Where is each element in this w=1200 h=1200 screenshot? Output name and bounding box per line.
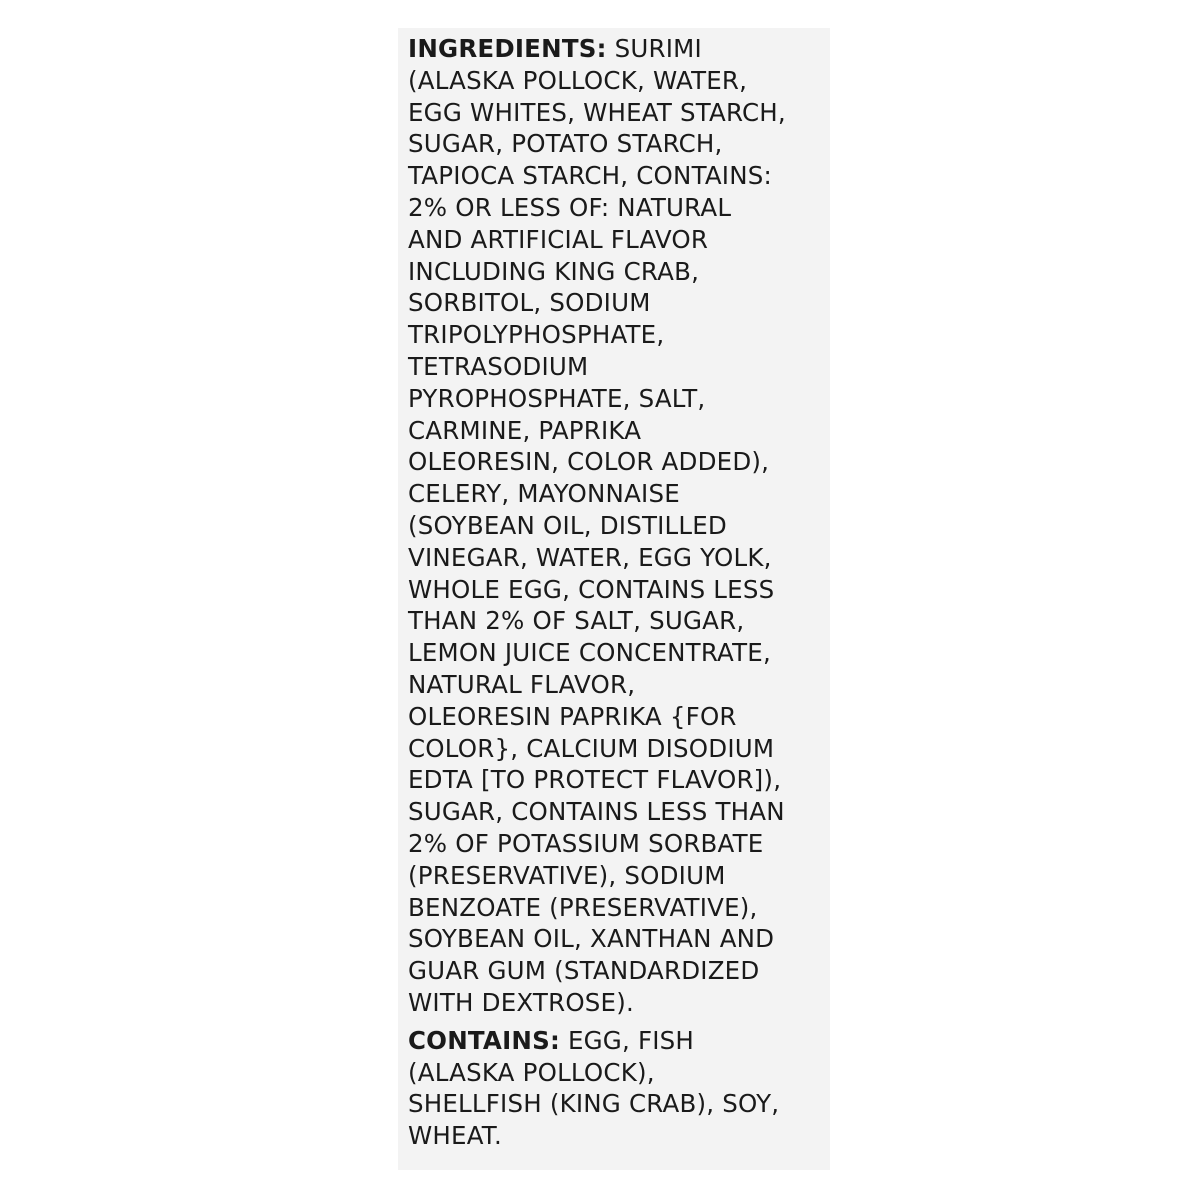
contains-line: (ALASKA POLLOCK), — [408, 1057, 655, 1087]
ingredients-line-first — [408, 33, 824, 65]
ingredients-line: CARMINE, PAPRIKA — [408, 415, 642, 445]
ingredients-line: WITH DEXTROSE). — [408, 987, 634, 1017]
ingredients-line: BENZOATE (PRESERVATIVE), — [408, 892, 758, 922]
ingredients-line: AND ARTIFICIAL FLAVOR — [408, 224, 709, 254]
ingredients-line: 2% OR LESS OF: NATURAL — [408, 192, 732, 222]
ingredient-label-text — [408, 33, 824, 1152]
ingredients-line: SORBITOL, SODIUM — [408, 288, 651, 318]
ingredients-line: SUGAR, POTATO STARCH, — [408, 129, 723, 159]
ingredients-heading: INGREDIENTS: — [408, 34, 607, 63]
ingredients-line: NATURAL FLAVOR, — [408, 669, 636, 699]
ingredients-line: TETRASODIUM — [408, 351, 589, 381]
contains-heading: CONTAINS: — [408, 1025, 560, 1055]
ingredients-line: COLOR}, CALCIUM DISODIUM — [408, 733, 775, 763]
ingredients-line: LEMON JUICE CONCENTRATE, — [408, 638, 771, 668]
ingredients-line: OLEORESIN PAPRIKA {FOR — [408, 701, 737, 731]
ingredients-line: SOYBEAN OIL, XANTHAN AND — [408, 924, 775, 954]
ingredients-line: EGG WHITES, WHEAT STARCH, — [408, 97, 786, 127]
ingredients-line: VINEGAR, WATER, EGG YOLK, — [408, 542, 772, 572]
ingredients-line: SUGAR, CONTAINS LESS THAN — [408, 797, 785, 827]
ingredients-line: EDTA [TO PROTECT FLAVOR]), — [408, 765, 782, 795]
contains-line-first — [408, 1025, 824, 1057]
ingredients-line: GUAR GUM (STANDARDIZED — [408, 956, 760, 986]
contains-line: WHEAT. — [408, 1121, 503, 1151]
ingredients-paragraph — [408, 33, 824, 1019]
ingredients-line: CELERY, MAYONNAISE — [408, 479, 680, 509]
ingredients-line: THAN 2% OF SALT, SUGAR, — [408, 606, 745, 636]
ingredients-line: WHOLE EGG, CONTAINS LESS — [408, 574, 775, 604]
ingredients-line: PYROPHOSPHATE, SALT, — [408, 383, 706, 413]
ingredients-line: INCLUDING KING CRAB, — [408, 256, 700, 286]
ingredients-line: (ALASKA POLLOCK, WATER, — [408, 65, 748, 95]
ingredients-line: TAPIOCA STARCH, CONTAINS: — [408, 161, 772, 191]
ingredients-line: (SOYBEAN OIL, DISTILLED — [408, 510, 727, 540]
ingredients-line: OLEORESIN, COLOR ADDED), — [408, 447, 770, 477]
contains-line: EGG, FISH — [559, 1025, 695, 1055]
ingredients-line: (PRESERVATIVE), SODIUM — [408, 860, 726, 890]
ingredients-line: TRIPOLYPHOSPHATE, — [408, 320, 665, 350]
contains-line: SHELLFISH (KING CRAB), SOY, — [408, 1089, 780, 1119]
contains-paragraph — [408, 1025, 824, 1152]
ingredients-line: SURIMI — [606, 34, 702, 63]
ingredients-line: 2% OF POTASSIUM SORBATE — [408, 828, 764, 858]
